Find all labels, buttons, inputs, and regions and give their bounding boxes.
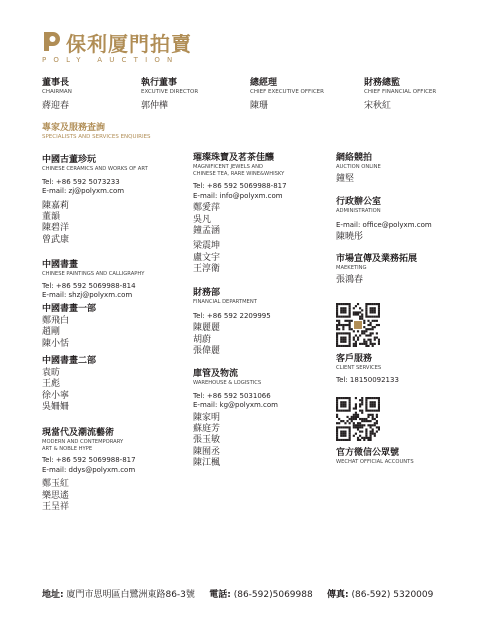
dept-tel: Tel: +86 592 5069988-814 [42, 281, 136, 290]
dept-warehouse [193, 366, 278, 470]
dept-tel: Tel: +86 592 5069988-817 [42, 456, 136, 465]
staff-name: 曾武康 [42, 234, 70, 245]
dept-name-zh: 市場宣傳及業務拓展 [336, 254, 418, 264]
fax-label: 傳真: [327, 590, 349, 600]
exec-title-zh: 總經理 [250, 78, 278, 88]
dept-finance [193, 285, 271, 357]
dept-name-zh: 財務部 [193, 288, 221, 298]
poly-logo-icon [42, 30, 62, 52]
staff-name: 樂思遙 [42, 490, 70, 501]
dept-name-en: MAEKETING [336, 265, 367, 271]
client-services-qr-code [336, 303, 380, 347]
staff-name: 陳小恬 [42, 338, 70, 349]
exec-name: 陳珊 [250, 101, 269, 111]
dept-name-en: CHINESE CERAMICS AND WORKS OF ART [42, 166, 148, 172]
dept-name-zh: 中國書畫 [42, 260, 79, 270]
dept-name-en: WECHAT OFFICIAL ACCOUNTS [336, 459, 414, 465]
brand-name-zh: 保利厦門拍賣 [66, 32, 192, 56]
dept-name-zh: 官方微信公眾號 [336, 448, 400, 458]
exec-ceo [250, 75, 362, 111]
dept-name-zh: 現當代及潮流藝術 [42, 428, 115, 438]
exec-title-en: CHAIRMAN [42, 89, 72, 95]
exec-title-en: CHIEF FINANCIAL OFFICER [364, 89, 437, 95]
exec-chairman [42, 75, 154, 111]
exec-name: 宋秋紅 [364, 101, 392, 111]
staff-name: 胡蔚 [193, 334, 212, 345]
dept-name-zh: 中國書畫二部 [42, 356, 97, 366]
dept-email: E-mail: info@polyxm.com [193, 191, 283, 200]
dept-name-en: WAREHOUSE & LOGISTICS [193, 380, 262, 386]
wechat-qr-code [336, 397, 380, 441]
exec-cfo [364, 75, 476, 111]
dept-modern [42, 425, 136, 513]
exec-title-zh: 財務總監 [364, 78, 401, 88]
staff-name: 王彪 [42, 379, 61, 390]
exec-title-zh: 執行董事 [141, 78, 178, 88]
dept-tel: Tel: +86 592 2209995 [193, 311, 271, 320]
exec-title-en: CHIEF EXECUTIVE OFFICER [250, 89, 324, 95]
dept-name-en: AUCTION ONLINE [336, 164, 381, 170]
dept-name-en-2: CHINESE TEA, RARE WINE&WHISKY [193, 170, 285, 177]
dept-name-en: CLIENT SERVICES [336, 365, 382, 371]
dept-name-zh: 庫管及物流 [193, 369, 239, 379]
staff-name: 鄭玉紅 [42, 479, 70, 490]
staff-name: 董韻 [42, 212, 61, 222]
section-title [42, 120, 151, 140]
exec-title-zh: 董事長 [42, 78, 70, 88]
dept-paintings [42, 257, 144, 301]
footer-contact [42, 587, 433, 600]
dept-name-zh: 行政辦公室 [336, 197, 382, 207]
staff-name: 陳家明 [193, 412, 221, 423]
staff-name: 趙剛 [42, 327, 61, 338]
dept-email: E-mail: office@polyxm.com [336, 220, 432, 229]
exec-name: 郭仲樺 [141, 101, 169, 111]
staff-name: 陳曉彤 [336, 232, 364, 243]
dept-name-zh: 璀璨珠寶及茗茶佳釀 [193, 153, 275, 163]
staff-name: 陳嘉莉 [42, 200, 70, 211]
exec-name: 蔣迎春 [42, 101, 70, 111]
brand-logo [42, 28, 262, 68]
dept-paintings-1 [42, 301, 96, 350]
dept-tel: Tel: +86 592 5031066 [193, 391, 271, 400]
staff-name: 陳碧洋 [42, 223, 70, 234]
staff-name: 盧文宇 [193, 252, 221, 263]
staff-name: 陳囿丞 [193, 446, 221, 457]
dept-jewels [193, 150, 287, 276]
section-title-en: SPECIALISTS AND SERVICES ENQUIRIES [42, 134, 151, 140]
staff-name: 張鴻春 [336, 274, 364, 285]
staff-name: 陳江楓 [193, 458, 221, 469]
dept-name-zh: 中國書畫一部 [42, 304, 97, 314]
dept-admin [336, 194, 432, 244]
phone: (86-592)5069988 [233, 590, 313, 600]
dept-name-zh: 中國古董珍玩 [42, 155, 97, 165]
dept-name-en-1: MAGNIFICENT JEWELS AND [193, 164, 263, 170]
dept-tel: Tel: 18150092133 [336, 375, 399, 384]
staff-name: 陳麗麗 [193, 323, 221, 334]
staff-name: 梁震坤 [193, 241, 221, 252]
dept-email: E-mail: ddys@polyxm.com [42, 465, 136, 474]
address-label: 地址: [42, 590, 64, 600]
staff-name: 鄭愛萍 [193, 203, 221, 214]
exec-title-en: EXCUTIVE DIRECTOR [141, 89, 199, 95]
exec-director [141, 75, 253, 111]
staff-name: 袁昉 [42, 368, 61, 378]
dept-name-en-2: ART & NOBLE HYPE [42, 445, 93, 452]
dept-email: E-mail: zj@polyxm.com [42, 187, 125, 196]
dept-client [336, 351, 399, 385]
dept-wechat [336, 445, 414, 466]
dept-tel: Tel: +86 592 5069988-817 [193, 182, 287, 191]
dept-paintings-2 [42, 353, 96, 414]
staff-name: 鐘堅 [336, 173, 355, 184]
fax: (86-592) 5320009 [351, 590, 434, 600]
staff-name: 鄭飛白 [42, 316, 70, 326]
address: 廈門市思明區白鷺洲東路86-3號 [66, 590, 195, 600]
staff-name: 徐小寧 [42, 390, 70, 401]
staff-name: 吳姍姍 [42, 402, 70, 413]
section-title-zh: 專家及服務查詢 [42, 123, 106, 133]
dept-name-en: ADMINISTRATION [336, 208, 381, 214]
dept-ceramics [42, 152, 148, 246]
dept-tel: Tel: +86 592 5073233 [42, 177, 120, 186]
dept-name-en: CHINESE PAINTINGS AND CALLIGRAPHY [42, 271, 145, 277]
dept-name-zh: 客戶服務 [336, 354, 373, 364]
phone-label: 電話: [209, 590, 231, 600]
dept-marketing [336, 251, 417, 286]
dept-email: E-mail: shzj@polyxm.com [42, 291, 133, 300]
staff-name: 吳凡 [193, 214, 212, 225]
dept-name-en: FINANCIAL DEPARTMENT [193, 299, 257, 305]
staff-name: 張偉麗 [193, 345, 221, 356]
staff-name: 王淳衛 [193, 264, 221, 275]
staff-name: 王呈祥 [42, 502, 70, 512]
brand-name-en: POLY AUCTION [42, 56, 180, 64]
staff-name: 鐘孟涵 [193, 226, 221, 236]
staff-name: 張玉敏 [193, 435, 221, 446]
dept-online [336, 150, 381, 185]
dept-name-zh: 網絡競拍 [336, 153, 373, 163]
dept-email: E-mail: kg@polyxm.com [193, 401, 278, 410]
staff-name: 蘇庭芳 [193, 424, 221, 434]
dept-name-en-1: MODERN AND CONTEMPORARY [42, 439, 124, 445]
